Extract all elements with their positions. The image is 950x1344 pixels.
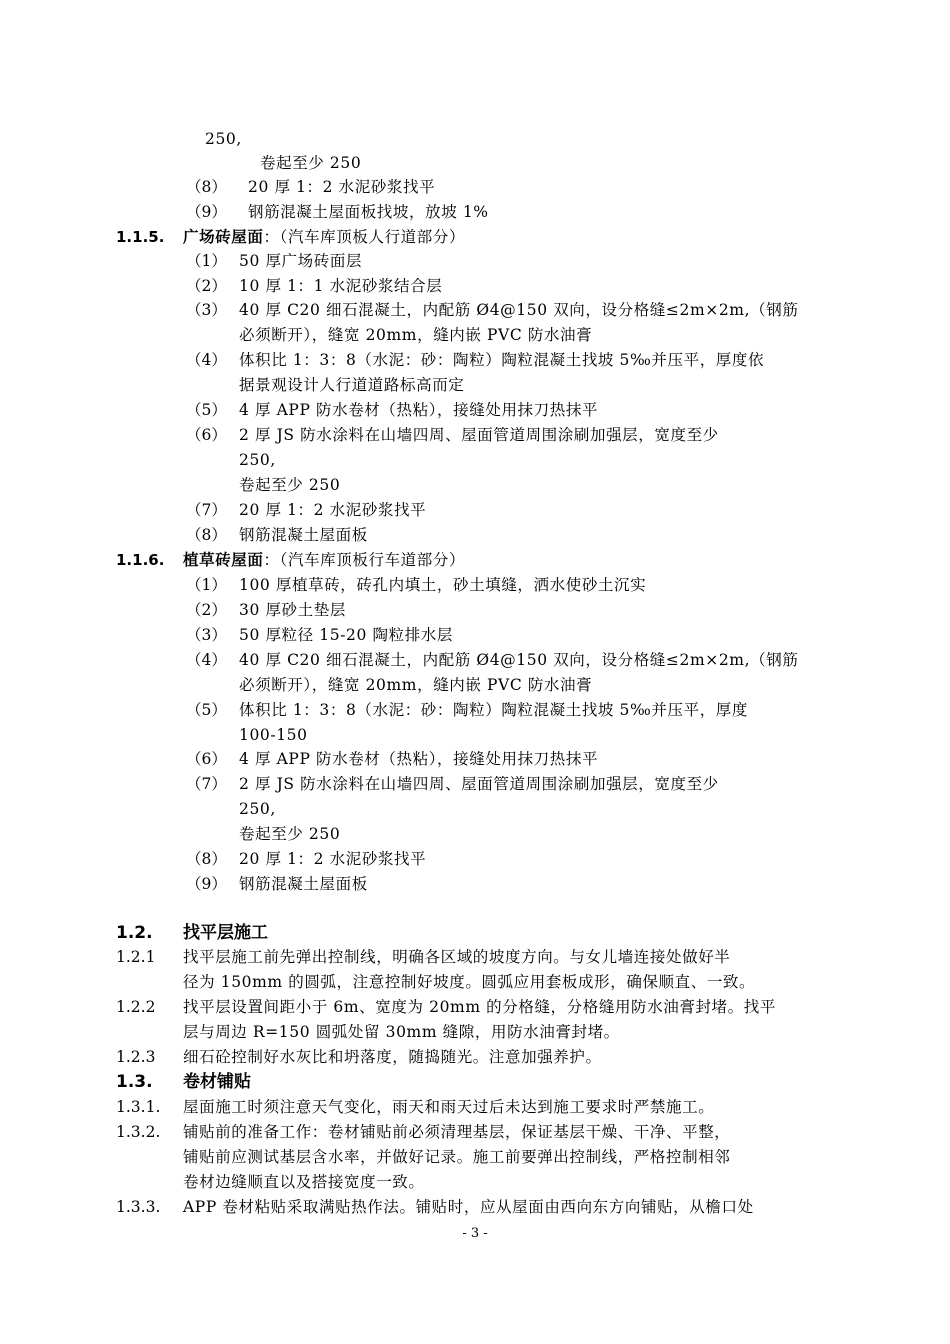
para-number: 1.3.2. (116, 1123, 161, 1141)
item-text: 20 厚 1：2 水泥砂浆找平 (239, 501, 427, 519)
item-number: （1） (186, 576, 227, 594)
item-text: 4 厚 APP 防水卷材（热粘），接缝处用抹刀热抹平 (239, 750, 599, 768)
item-number: （5） (186, 401, 227, 419)
item-number: （4） (186, 351, 227, 369)
para-text: 屋面施工时须注意天气变化，雨天和雨天过后未达到施工要求时严禁施工。 (183, 1098, 715, 1116)
item-text: 2 厚 JS 防水涂料在山墙四周、屋面管道周围涂刷加强层，宽度至少 (239, 775, 719, 793)
item-number: （5） (186, 701, 227, 719)
item-text-cont: 必须断开），缝宽 20mm，缝内嵌 PVC 防水油膏 (239, 676, 593, 694)
para-text: 层与周边 R=150 圆弧处留 30mm 缝隙，用防水油膏封堵。 (183, 1023, 620, 1041)
item-text: 体积比 1：3：8（水泥：砂：陶粒）陶粒混凝土找坡 5‰并压平，厚度依 (239, 351, 765, 369)
section-heading (183, 549, 465, 571)
text-line: 250, (205, 130, 242, 148)
section-title: 植草砖屋面 (183, 551, 264, 569)
para-text: 找平层设置间距小于 6m、宽度为 20mm 的分格缝，分格缝用防水油膏封堵。找平 (183, 998, 776, 1016)
item-text-cont: 卷起至少 250 (239, 476, 341, 494)
item-number: （6） (186, 426, 227, 444)
item-text: 钢筋混凝土屋面板找坡，放坡 1% (248, 203, 489, 221)
section-note: ：（汽车库顶板行车道部分） (263, 551, 466, 569)
item-text-cont: 250, (239, 800, 276, 818)
page-number: - 3 - (462, 1226, 488, 1241)
para-text: APP 卷材粘贴采取满贴热作法。铺贴时，应从屋面由西向东方向铺贴，从檐口处 (183, 1198, 754, 1216)
section-heading (183, 226, 465, 248)
item-number: （8） (186, 178, 227, 196)
item-text-cont: 卷起至少 250 (239, 825, 341, 843)
section-title: 找平层施工 (183, 923, 268, 943)
item-text: 20 厚 1：2 水泥砂浆找平 (248, 178, 436, 196)
para-text: 铺贴前的准备工作：卷材铺贴前必须清理基层，保证基层干燥、干净、平整， (183, 1123, 731, 1141)
para-number: 1.2.1 (116, 948, 156, 966)
item-text: 10 厚 1：1 水泥砂浆结合层 (239, 277, 443, 295)
item-text: 40 厚 C20 细石混凝土，内配筋 Ø4@150 双向，设分格缝≤2m×2m,（钢筋 (239, 301, 799, 319)
item-text: 体积比 1：3：8（水泥：砂：陶粒）陶粒混凝土找坡 5‰并压平，厚度 (239, 701, 748, 719)
para-number: 1.3.1. (116, 1098, 161, 1116)
section-title: 卷材铺贴 (183, 1072, 251, 1092)
item-text-cont: 250, (239, 451, 276, 469)
item-text: 100 厚植草砖，砖孔内填土，砂土填缝，洒水使砂土沉实 (239, 576, 647, 594)
para-text: 细石砼控制好水灰比和坍落度，随捣随光。注意加强养护。 (183, 1048, 602, 1066)
item-text: 4 厚 APP 防水卷材（热粘），接缝处用抹刀热抹平 (239, 401, 599, 419)
item-number: （7） (186, 501, 227, 519)
item-number: （9） (186, 203, 227, 221)
item-number: （7） (186, 775, 227, 793)
item-text: 50 厚广场砖面层 (239, 252, 363, 270)
item-number: （2） (186, 277, 227, 295)
item-text: 钢筋混凝土屋面板 (239, 526, 368, 544)
para-number: 1.3.3. (116, 1198, 161, 1216)
para-number: 1.2.2 (116, 998, 156, 1016)
item-text: 20 厚 1：2 水泥砂浆找平 (239, 850, 427, 868)
section-number: 1.1.6. (116, 551, 165, 569)
item-number: （9） (186, 875, 227, 893)
item-text: 钢筋混凝土屋面板 (239, 875, 368, 893)
para-text: 卷材边缝顺直以及搭接宽度一致。 (183, 1173, 425, 1191)
para-number: 1.2.3 (116, 1048, 156, 1066)
item-text: 2 厚 JS 防水涂料在山墙四周、屋面管道周围涂刷加强层，宽度至少 (239, 426, 719, 444)
item-number: （3） (186, 301, 227, 319)
section-number: 1.1.5. (116, 228, 165, 246)
item-text: 30 厚砂土垫层 (239, 601, 346, 619)
text-line: 卷起至少 250 (260, 154, 362, 172)
item-text-cont: 100-150 (239, 726, 308, 744)
section-number: 1.2. (116, 923, 153, 943)
item-text-cont: 据景观设计人行道道路标高而定 (239, 376, 465, 394)
para-text: 径为 150mm 的圆弧，注意控制好坡度。圆弧应用套板成形，确保顺直、一致。 (183, 973, 756, 991)
section-note: ：（汽车库顶板人行道部分） (263, 228, 466, 246)
para-text: 找平层施工前先弹出控制线，明确各区域的坡度方向。与女儿墙连接处做好半 (183, 948, 731, 966)
item-number: （8） (186, 850, 227, 868)
item-number: （6） (186, 750, 227, 768)
item-number: （3） (186, 626, 227, 644)
item-number: （2） (186, 601, 227, 619)
section-title: 广场砖屋面 (183, 228, 264, 246)
para-text: 铺贴前应测试基层含水率，并做好记录。施工前要弹出控制线，严格控制相邻 (183, 1148, 731, 1166)
item-text-cont: 必须断开），缝宽 20mm，缝内嵌 PVC 防水油膏 (239, 326, 593, 344)
section-number: 1.3. (116, 1072, 153, 1092)
item-number: （1） (186, 252, 227, 270)
item-text: 40 厚 C20 细石混凝土，内配筋 Ø4@150 双向，设分格缝≤2m×2m,（钢筋 (239, 651, 799, 669)
item-text: 50 厚粒径 15-20 陶粒排水层 (239, 626, 453, 644)
item-number: （8） (186, 526, 227, 544)
item-number: （4） (186, 651, 227, 669)
